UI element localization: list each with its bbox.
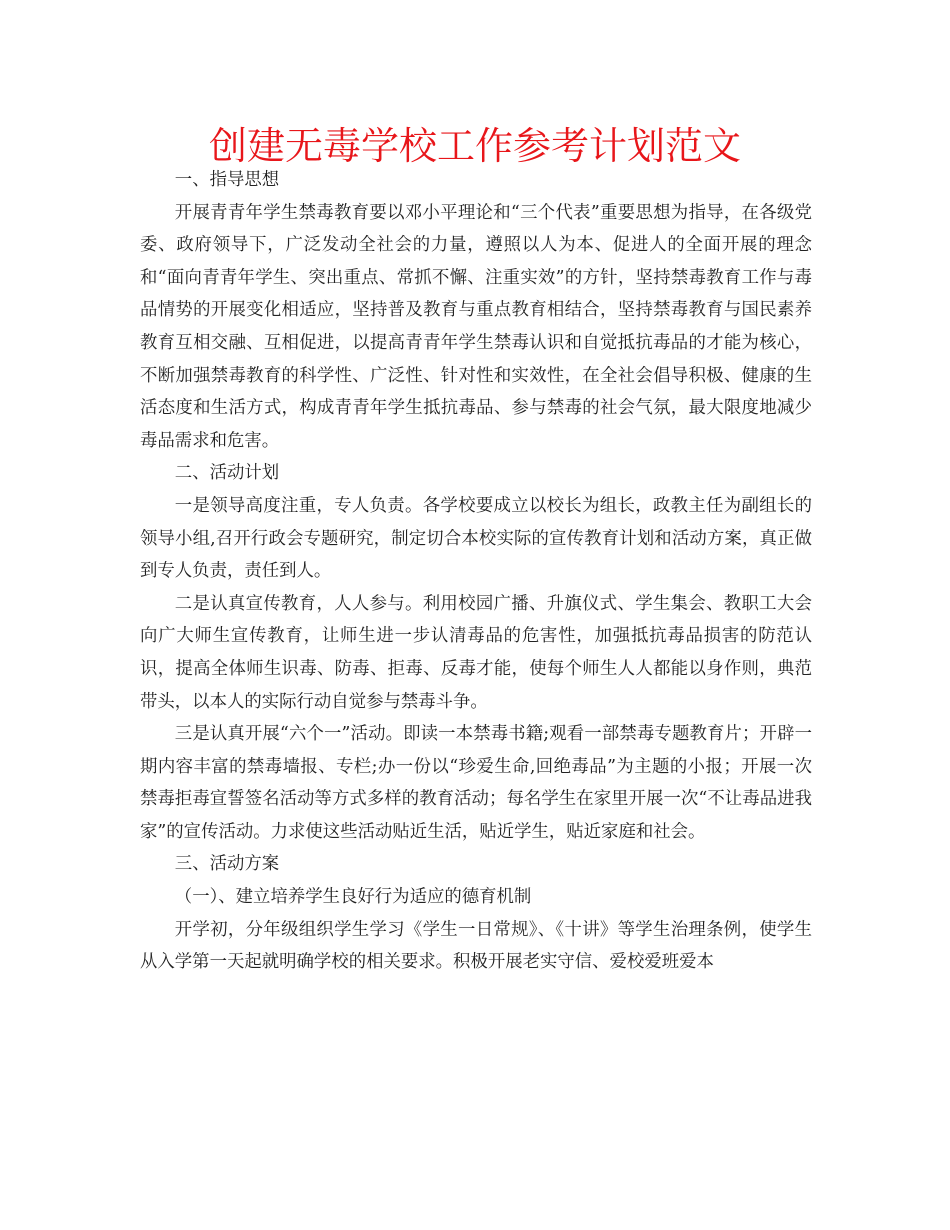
document-title: 创建无毒学校工作参考计划范文 [208, 124, 741, 168]
paragraph-school-start: 开学初，分年级组织学生学习《学生一日常规》、《十讲》等学生治理条例，使学生从入学第一天起就明确学校的相关要求。积极开展老实守信、爱校爱班爱本 [140, 919, 812, 973]
paragraph-guiding-thought: 开展青青年学生禁毒教育要以邓小平理论和“三个代表”重要思想为指导，在各级党委、政府领导下，广泛发动全社会的力量，遵照以人为本、促进人的全面开展的理念和“面向青青年学生、突出重点、常抓不懈、注重实效”的方针，坚持禁毒教育工作与毒品情势的开展变化相适应，坚持普及教育与重点教育相结合，坚持禁毒教育与国民素养教育互相交融、互相促进，以提高青青年学生禁毒认识和自觉抵抗毒品的才能为核心，不断加强禁毒教育的科学性、广泛性、针对性和实效性，在全社会倡导积极、健康的生活态度和生活方式，构成青青年学生抵抗毒品、参与禁毒的社会气氛，最大限度地减少毒品需求和危害。 [140, 202, 812, 451]
paragraph-publicity: 二是认真宣传教育，人人参与。利用校园广播、升旗仪式、学生集会、教职工大会向广大师生宣传教育，让师生进一步认清毒品的危害性，加强抵抗毒品损害的防范认识，提高全体师生识毒、防毒、拒毒、反毒才能，使每个师生人人都能以身作则，典范带头，以本人的实际行动自觉参与禁毒斗争。 [140, 593, 812, 712]
document-body [140, 164, 812, 979]
section-heading-guiding-thought: 一、指导思想 [174, 170, 280, 190]
subsection-heading-moral-mechanism: （一）、建立培养学生良好行为适应的德育机制 [174, 887, 532, 908]
paragraph-leadership: 一是领导高度注重，专人负责。各学校要成立以校长为组长，政教主任为副组长的领导小组,召开行政会专题研究，制定切合本校实际的宣传教育计划和活动方案，真正做到专人负责，责任到人。 [140, 495, 812, 582]
section-heading-activity-scheme: 三、活动方案 [174, 854, 280, 875]
section-heading-activity-plan: 二、活动计划 [174, 463, 280, 484]
paragraph-six-ones: 三是认真开展“六个一”活动。即读一本禁毒书籍;观看一部禁毒专题教育片；开辟一期内容丰富的禁毒墙报、专栏;办一份以“珍爱生命,回绝毒品”为主题的小报；开展一次禁毒拒毒宣誓签名活动等方式多样的教育活动；每名学生在家里开展一次“不让毒品进我家”的宣传活动。力求使这些活动贴近生活，贴近学生，贴近家庭和社会。 [140, 724, 812, 842]
